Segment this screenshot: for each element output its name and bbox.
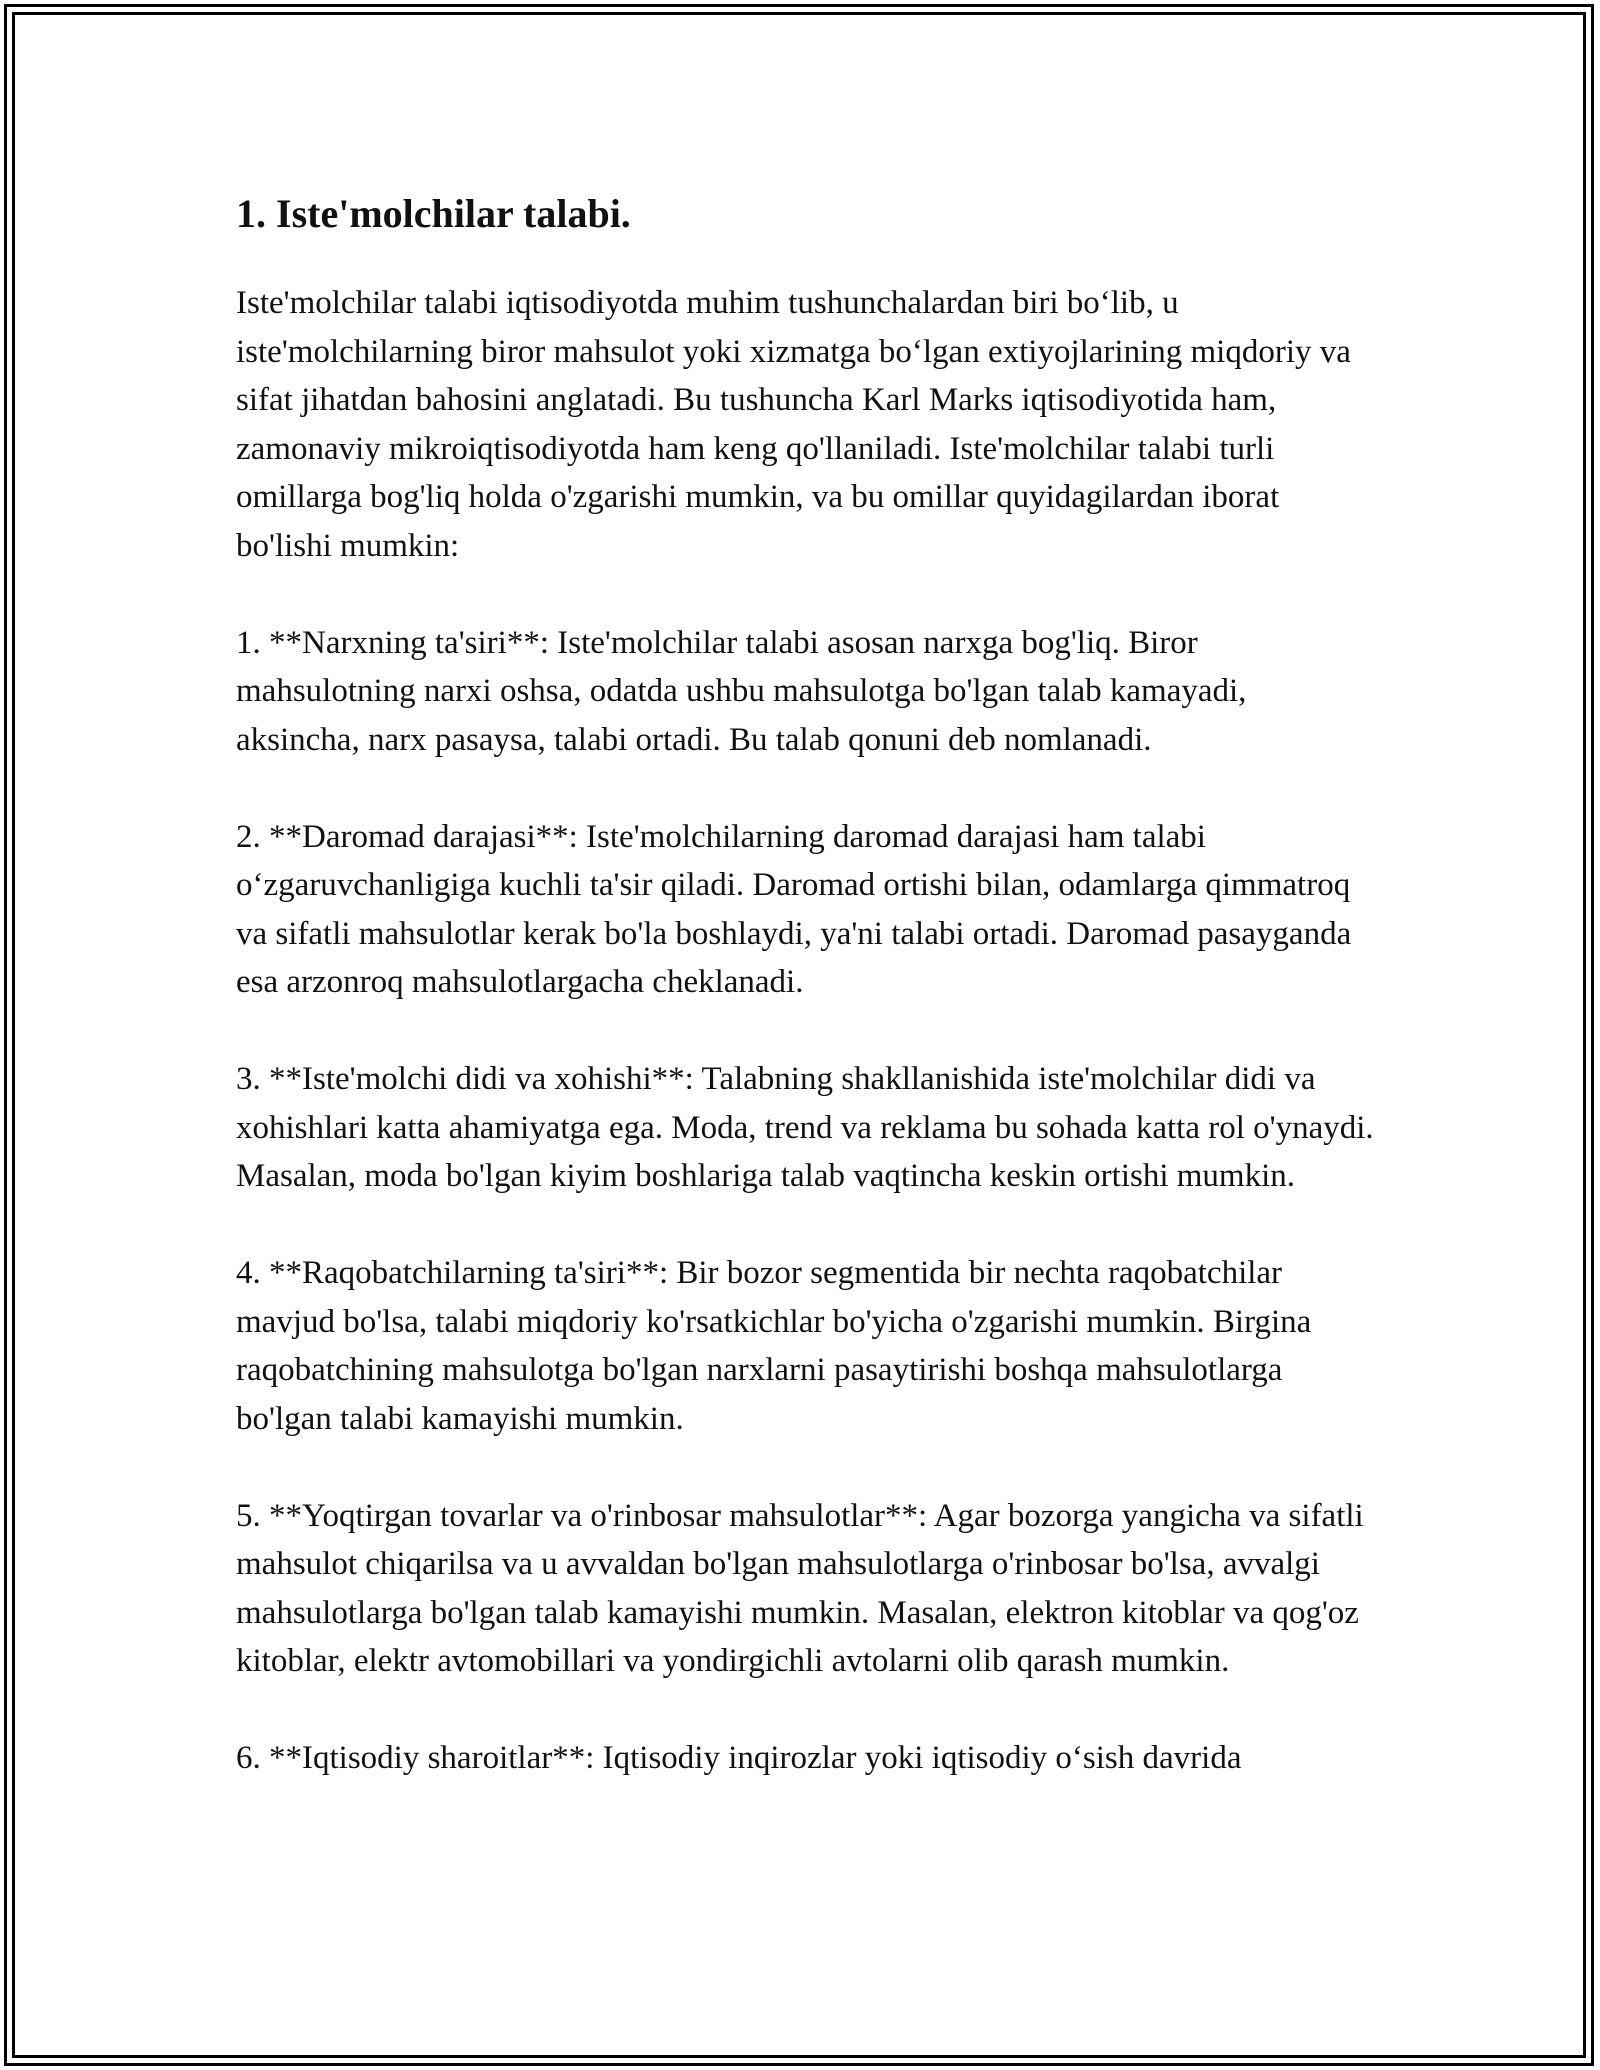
intro-paragraph: Iste'molchilar talabi iqtisodiyotda muhim tushunchalardan biri bo‘lib, u iste'molchilarning biror mahsulot yoki xizmatga bo‘lgan extiyojlarining miqdoriy va sifat jihatdan bahosini anglatadi. Bu tushuncha Karl Marks iqtisodiyotida ham, zamonaviy mikroiqtisodiyotda ham keng qo'llaniladi. Iste'molchilar talabi turli omillarga bog'liq holda o'zgarishi mumkin, va bu omillar quyidagilardan iborat bo'lishi mumkin: (236, 285, 1351, 564)
list-item-competitors: 4. **Raqobatchilarning ta'siri**: Bir bozor segmentida bir nechta raqobatchilar mavjud bo'lsa, talabi miqdoriy ko'rsatkichlar bo'yicha o'zgarishi mumkin. Birgina raqobatchining mahsulotga bo'lgan narxlarni pasaytirishi boshqa mahsulotlarga bo'lgan talabi kamayishi mumkin. (236, 1255, 1312, 1437)
list-item-substitutes: 5. **Yoqtirgan tovarlar va o'rinbosar mahsulotlar**: Agar bozorga yangicha va sifatli mahsulot chiqarilsa va u avvaldan bo'lgan mahsulotlarga o'rinbosar bo'lsa, avvalgi mahsulotlarga bo'lgan talab kamayishi mumkin. Masalan, elektron kitoblar va qog'oz kitoblar, elektr avtomobillari va yondirgichli avtolarni olib qarash mumkin. (236, 1497, 1364, 1679)
document-body (236, 185, 1376, 1831)
list-item-price-effect: 1. **Narxning ta'siri**: Iste'molchilar talabi asosan narxga bog'liq. Biror mahsulotning narxi oshsa, odatda ushbu mahsulotga bo'lgan talab kamayadi, aksincha, narx pasaysa, talabi ortadi. Bu talab qonuni deb nomlanadi. (236, 624, 1247, 758)
list-item-income-level: 2. **Daromad darajasi**: Iste'molchilarning daromad darajasi ham talabi o‘zgaruvchanligiga kuchli ta'sir qiladi. Daromad ortishi bilan, odamlarga qimmatroq va sifatli mahsulotlar kerak bo'la boshlaydi, ya'ni talabi ortadi. Daromad pasayganda esa arzonroq mahsulotlargacha cheklanadi. (236, 818, 1352, 1000)
document-title: 1. Iste'molchilar talabi. (236, 191, 631, 236)
list-item-consumer-taste: 3. **Iste'molchi didi va xohishi**: Talabning shakllanishida iste'molchilar didi va xohishlari katta ahamiyatga ega. Moda, trend va reklama bu sohada katta rol o'ynaydi. Masalan, moda bo'lgan kiyim boshlariga talab vaqtincha keskin ortishi mumkin. (236, 1061, 1374, 1194)
list-item-economic-conditions: 6. **Iqtisodiy sharoitlar**: Iqtisodiy inqirozlar yoki iqtisodiy o‘sish davrida (236, 1740, 1242, 1776)
